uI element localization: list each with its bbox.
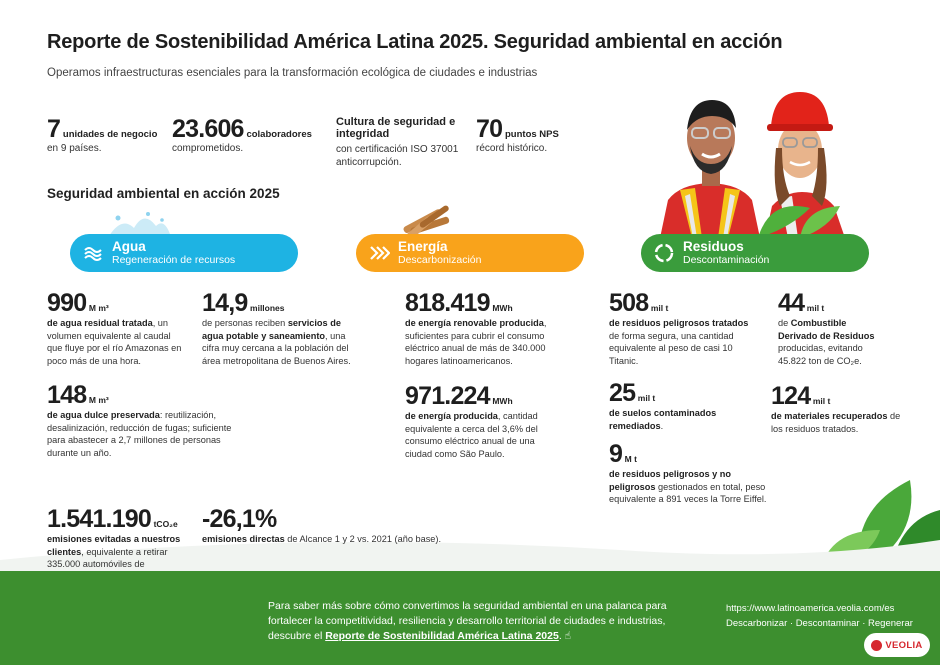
stat-energia-producida	[405, 383, 555, 460]
stat-bold: de materiales recuperados	[771, 411, 888, 421]
kpi-employees	[172, 116, 322, 155]
section-title: Seguridad ambiental en acción 2025	[47, 186, 280, 201]
stat-unit: mil t	[812, 396, 831, 406]
kpi-unit: unidades de negocio	[62, 129, 158, 140]
tagline: Descarbonizar · Descontaminar · Regenerar	[726, 618, 913, 629]
kpi-desc: en 9 países.	[47, 143, 102, 154]
page-subtitle: Operamos infraestructuras esenciales para la transformación ecológica de ciudades e industrias	[47, 67, 538, 79]
page-title: Reporte de Sostenibilidad América Latina 2025. Seguridad ambiental en acción	[47, 31, 783, 53]
wood-pellets-illustration	[392, 200, 462, 238]
stat-value: 124	[771, 382, 811, 410]
footer-links	[726, 601, 913, 631]
stat-residuos-total	[609, 441, 774, 506]
stat-bold: de residuos peligrosos y no peligrosos	[609, 469, 732, 492]
kpi-value: 7	[47, 115, 61, 143]
pillar-name: Agua	[112, 238, 146, 254]
stat-bold: Combustible Derivado de Residuos	[778, 318, 875, 341]
stat-value: 44	[778, 289, 805, 317]
stat-rest: gestionados en total, peso equivalente a 891 veces la Torre Eiffel.	[609, 481, 767, 504]
stat-energia-renovable	[405, 290, 555, 367]
stat-bold: emisiones evitadas a nuestros clientes	[47, 534, 181, 557]
stat-value: -26,1%	[202, 505, 277, 533]
pillar-agua	[70, 234, 298, 272]
stat-bold: de agua dulce preservada	[47, 410, 160, 420]
stat-rest: de forma segura, una cantidad equivalente al peso de casi 10 Titanic.	[609, 330, 734, 366]
stat-value: 148	[47, 381, 87, 409]
stat-unit: mil t	[637, 393, 656, 403]
stat-rest: de los residuos tratados.	[771, 411, 901, 434]
stat-rest: .	[660, 420, 664, 431]
veolia-logo	[864, 633, 930, 657]
stat-value: 9	[609, 440, 623, 468]
pillar-residuos	[641, 234, 869, 272]
kpi-desc: récord histórico.	[476, 143, 548, 154]
footer-text-body: Para saber más sobre cómo convertimos la seguridad ambiental en una palanca para fortalecer la competitividad, resiliencia y desarrollo territorial de ciudades e industrias, descubre el	[268, 600, 667, 642]
stat-unit: millones	[250, 303, 285, 313]
stat-unit: tCO₂e	[153, 519, 178, 529]
stat-unit: M t	[624, 454, 637, 464]
pillar-desc: Descarbonización	[398, 253, 482, 266]
stat-rest: , equivalente a retirar 335.000 automóviles de	[47, 546, 168, 569]
stat-value: 971.224	[405, 382, 490, 410]
website-link[interactable]: https://www.latinoamerica.veolia.com/es	[726, 603, 895, 614]
stat-rest: de Alcance 1 y 2 vs. 2021 (año base).	[284, 534, 442, 544]
pillar-name: Energía	[398, 238, 448, 254]
stat-unit: M m³	[88, 303, 109, 313]
stat-value: 818.419	[405, 289, 490, 317]
workers-illustration	[640, 88, 880, 238]
stat-residuos-cdr	[778, 290, 888, 367]
stat-agua-dulce	[47, 382, 247, 459]
kpi-integrity	[336, 116, 461, 169]
pillar-energia	[356, 234, 584, 272]
recycle-circle-icon	[653, 242, 675, 264]
stat-unit: MWh	[492, 396, 513, 406]
stat-bold: emisiones directas	[202, 534, 285, 544]
stat-rest: , una cifra muy cercana a la población del área metropolitana de Buenos Aires.	[202, 330, 351, 366]
stat-emisiones-directas	[202, 506, 462, 546]
stat-unit: MWh	[492, 303, 513, 313]
stat-bold: de energía producida	[405, 411, 498, 421]
stat-value: 1.541.190	[47, 505, 152, 533]
pillar-desc: Descontaminación	[683, 253, 770, 266]
stat-bold: de residuos peligrosos tratados	[609, 318, 749, 328]
stat-rest: : reutilización, desalinización, reducción de fugas; suficiente para abastecer a 2,7 millones de personas durante un año.	[47, 410, 232, 458]
stat-agua-personas	[202, 290, 362, 367]
veolia-mark-icon	[871, 640, 882, 651]
pillar-name: Residuos	[683, 238, 744, 254]
stat-bold: de energía renovable producida	[405, 318, 544, 328]
stat-residuos-suelos	[609, 380, 739, 432]
stat-unit: mil t	[806, 303, 825, 313]
stat-value: 990	[47, 289, 87, 317]
kpi-value: 70	[476, 115, 503, 143]
kpi-unit: puntos NPS	[505, 129, 559, 140]
kpi-desc: comprometidos.	[172, 143, 244, 154]
kpi-desc: con certificación ISO 37001 anticorrupción.	[336, 144, 459, 168]
stat-rest: , suficientes para cubrir el consumo eléctrico anual de más de 340.000 hogares latinoamericanos.	[405, 318, 547, 366]
report-link[interactable]: Reporte de Sostenibilidad América Latina 2025	[325, 630, 559, 642]
stat-residuos-materiales	[771, 383, 901, 435]
stat-rest: , cantidad equivalente a cerca del 3,6% del consumo eléctrico anual de una ciudad como São Paulo.	[405, 411, 538, 459]
footer-text-end: .	[558, 630, 562, 642]
stat-unit: M m³	[88, 395, 109, 405]
stat-rest: producidas, evitando 45.822 ton de CO₂e.	[778, 343, 863, 366]
stat-value: 14,9	[202, 289, 248, 317]
stat-rest: , un volumen equivalente al caudal que fluye por el río Amazonas en poco más de una hora.	[47, 318, 182, 366]
kpi-nps	[476, 116, 596, 155]
cursor-hand-icon: ☝	[564, 630, 572, 642]
stat-residuos-peligrosos	[609, 290, 749, 367]
stat-bold: de agua residual tratada	[47, 318, 153, 328]
pillar-desc: Regeneración de recursos	[112, 253, 236, 266]
stat-value: 508	[609, 289, 649, 317]
stat-agua-residual	[47, 290, 187, 367]
kpi-business-units	[47, 116, 167, 155]
stat-pre: de	[778, 318, 791, 328]
stat-bold: de suelos contaminados remediados	[609, 408, 717, 431]
water-waves-icon	[82, 242, 104, 264]
chevrons-right-icon	[368, 242, 390, 264]
footer-text	[268, 599, 698, 644]
logo-text: VEOLIA	[885, 639, 923, 651]
kpi-lead: Cultura de seguridad e integridad	[336, 116, 456, 140]
stat-bold: servicios de agua potable y saneamiento	[202, 318, 341, 341]
kpi-unit: colaboradores	[246, 129, 312, 140]
stat-unit: mil t	[650, 303, 669, 313]
stat-pre: de personas reciben	[202, 318, 288, 328]
stat-value: 25	[609, 379, 636, 407]
kpi-value: 23.606	[172, 115, 244, 143]
